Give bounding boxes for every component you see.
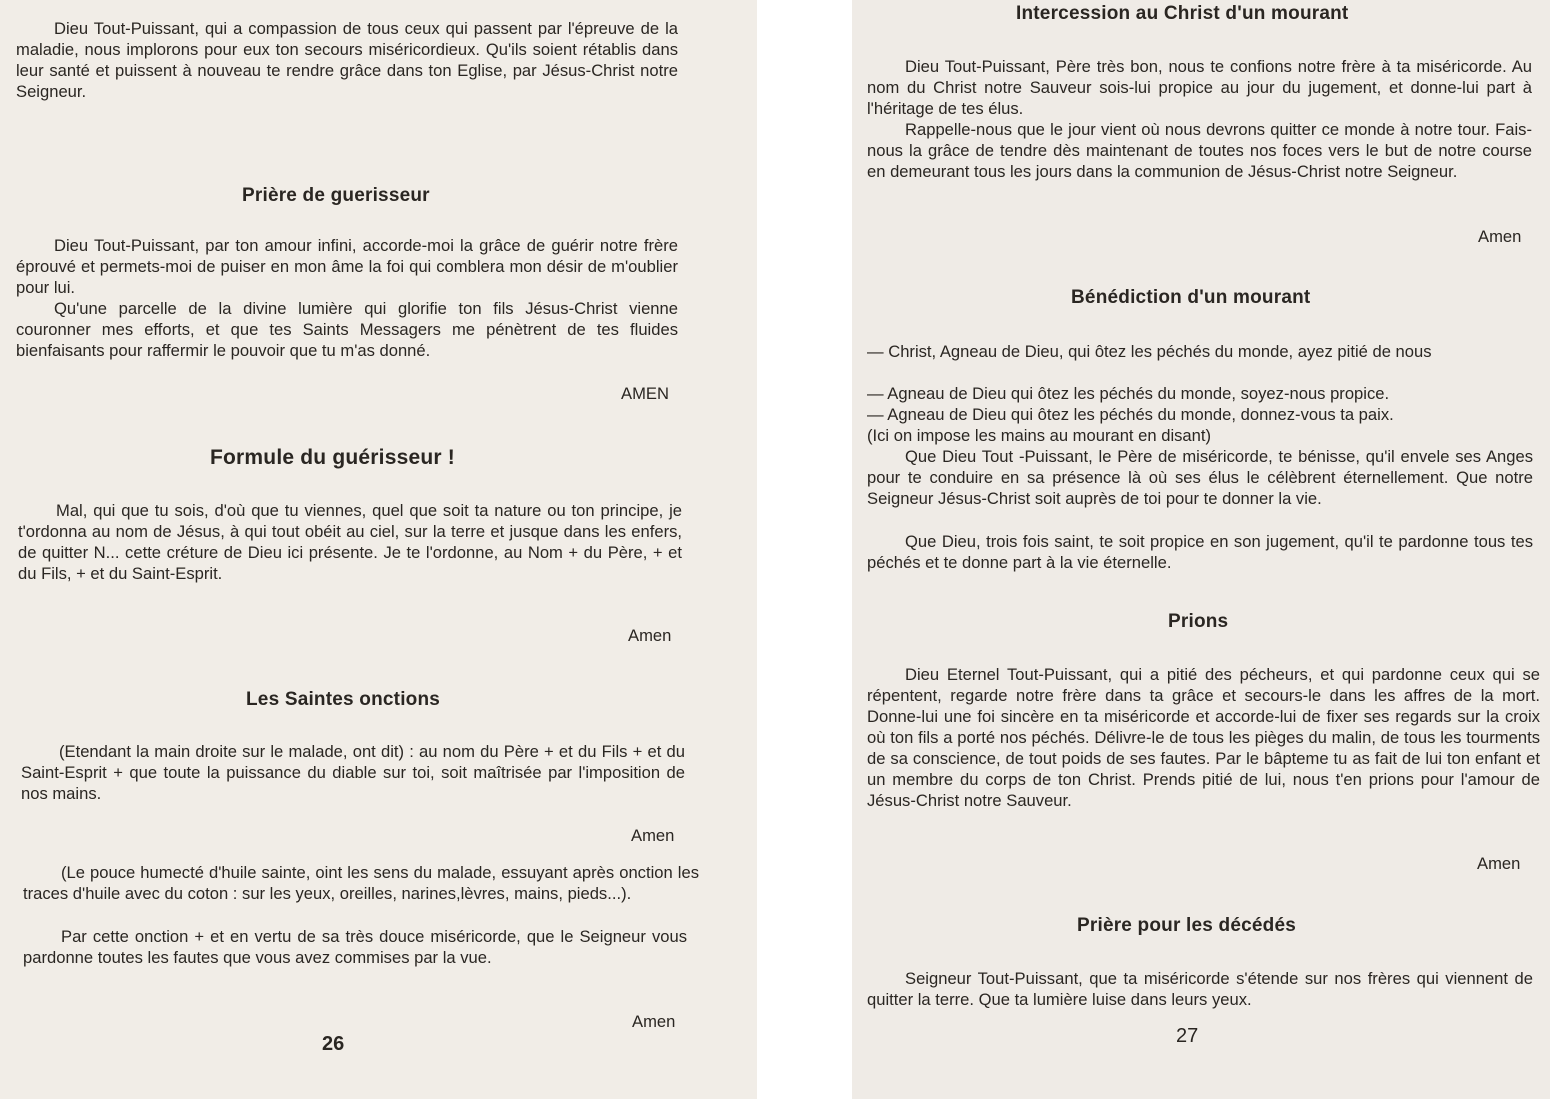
left-amen-3: Amen — [631, 826, 675, 845]
left-amen-2: Amen — [628, 626, 672, 645]
heading-benediction: Bénédiction d'un mourant — [1071, 287, 1311, 308]
left-paragraph-1: Dieu Tout-Puissant, qui a compassion de tous ceux qui passent par l'épreuve de la maladie, nous implorons pour eux ton secours miséricordieux. Qu'ils soient rétablis dans leur santé et puissent à nouveau te rendre grâce dans ton Eglise, par Jésus-Christ notre Seigneur. — [16, 19, 678, 101]
right-paragraph-1: Dieu Tout-Puissant, Père très bon, nous te confions notre frère à ta miséricorde. Au nom du Christ notre Sauveur sois-lui propice au jour du jugement, et donne-lui part à l'héritage de tes élus. — [867, 57, 1532, 118]
left-paragraph-5: (Etendant la main droite sur le malade, ont dit) : au nom du Père + et du Fils + et du Saint-Esprit + que toute la puissance du diable sur toi, soit maîtrisée par l'imposition de nos mains. — [21, 742, 685, 803]
right-paragraph-5: Dieu Eternel Tout-Puissant, qui a pitié des pécheurs, et qui pardonne ceux qui se répentent, regarde notre frère dans ta grâce et secours-le dans les affres de la mort. Donne-lui une foi sincère en ta miséricorde et accorde-lui de fixer ses regards sur la croix où ton fils a porté nos péchés. Délivre-le de tous les pièges du malin, de tous les tourments de sa conscience, de tout poids de ses fautes. Par le bâpteme tu as fait de lui ton enfant et un membre du corps de ton Christ. Prends pitié de lui, nous t'en prions pour l'amour de Jésus-Christ notre Sauveur. — [867, 665, 1540, 810]
right-amen-2: Amen — [1477, 854, 1521, 873]
right-page — [852, 0, 1550, 1099]
litany-line-2: — Agneau de Dieu qui ôtez les péchés du monde, soyez-nous propice. — [867, 384, 1390, 403]
heading-priere-decedes: Prière pour les décédés — [1077, 915, 1296, 936]
right-paragraph-4: Que Dieu, trois fois saint, te soit propice en son jugement, qu'il te pardonne tous tes péchés et te donne part à la vie éternelle. — [867, 532, 1533, 572]
heading-prions: Prions — [1168, 611, 1229, 632]
right-amen-1: Amen — [1478, 227, 1522, 246]
right-paragraph-6: Seigneur Tout-Puissant, que ta miséricorde s'étende sur nos frères qui viennent de quitter la terre. Que ta lumière luise dans leurs yeux. — [867, 969, 1533, 1009]
left-amen-4: Amen — [632, 1012, 676, 1031]
left-amen-1: AMEN — [621, 384, 669, 403]
left-paragraph-7: Par cette onction + et en vertu de sa très douce miséricorde, que le Seigneur vous pardonne toutes les fautes que vous avez commises par la vue. — [23, 927, 687, 967]
page-number-left: 26 — [322, 1033, 345, 1055]
litany-line-1: — Christ, Agneau de Dieu, qui ôtez les péchés du monde, ayez pitié de nous — [867, 342, 1432, 361]
right-paragraph-3: Que Dieu Tout -Puissant, le Père de miséricorde, te bénisse, qu'il envele ses Anges pour te conduire en sa présence là où ses élus le célèbrent éternellement. Que notre Seigneur Jésus-Christ soit auprès de toi pour te donner la vie. — [867, 447, 1533, 508]
heading-formule-guerisseur: Formule du guérisseur ! — [210, 446, 455, 469]
left-paragraph-4: Mal, qui que tu sois, d'où que tu viennes, quel que soit ta nature ou ton principe, je t'ordonna au nom de Jésus, à qui tout obéit au ciel, sur la terre et jusque dans les enfers, de quitter N... cette créture de Dieu ici présente. Je te l'ordonne, au Nom + du Père, + et du Fils, + et du Saint-Esprit. — [18, 501, 682, 583]
heading-priere-guerisseur: Prière de guerisseur — [242, 185, 430, 206]
litany-line-4: (Ici on impose les mains au mourant en disant) — [867, 426, 1212, 445]
left-paragraph-2: Dieu Tout-Puissant, par ton amour infini, accorde-moi la grâce de guérir notre frère éprouvé et permets-moi de puiser en mon âme la foi qui comblera mon désir de m'oublier pour lui. — [16, 236, 678, 297]
page-number-right: 27 — [1176, 1025, 1199, 1047]
left-paragraph-6: (Le pouce humecté d'huile sainte, oint les sens du malade, essuyant après onction les traces d'huile avec du coton : sur les yeux, oreilles, narines,lèvres, mains, pieds...). — [23, 863, 699, 903]
left-page — [0, 0, 757, 1099]
left-paragraph-3: Qu'une parcelle de la divine lumière qui glorifie ton fils Jésus-Christ vienne couronner mes efforts, et que tes Saints Messagers me pénètrent de tes fluides bienfaisants pour raffermir le pouvoir que tu m'as donné. — [16, 299, 678, 360]
litany-line-3: — Agneau de Dieu qui ôtez les péchés du monde, donnez-vous ta paix. — [867, 405, 1394, 424]
heading-intercession: Intercession au Christ d'un mourant — [1016, 3, 1349, 24]
right-paragraph-2: Rappelle-nous que le jour vient où nous devrons quitter ce monde à notre tour. Fais-nous la grâce de tendre dès maintenant de toutes nos foces vers le but de notre course en demeurant tous les jours dans la communion de Jésus-Christ notre Seigneur. — [867, 120, 1532, 181]
heading-saintes-onctions: Les Saintes onctions — [246, 689, 441, 710]
